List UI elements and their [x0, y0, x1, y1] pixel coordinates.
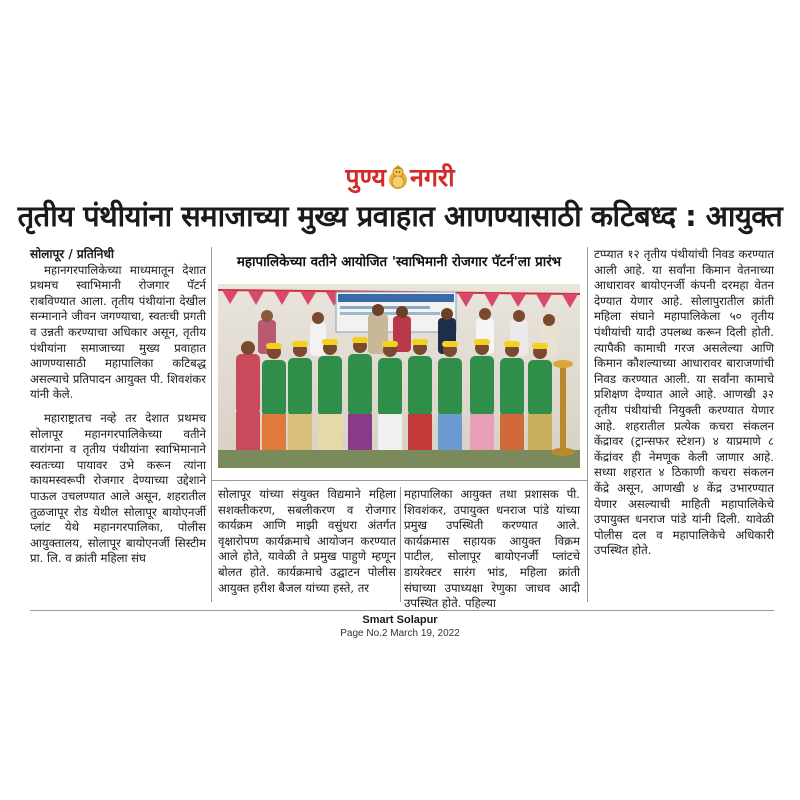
article-paragraph: महानगरपालिकेच्या माध्यमातून देशात प्रथमच स्वाभिमानी रोजगार पॅटर्न राबविण्यात आला. तृतीय पंथीयांना देखील सन्मानाने जीवन जगण्याचा, स्वतःची प्रगती व उन्नती करण्याचा अधिकार असून, तृतीय पंथीयांना समाजाच्या मुख्य प्रवाहात आणण्यासाठी महापालिका कटिबद्ध असल्याचे प्रतिपादन आयुक्त पी. शिवशंकर यांनी केले.	[30, 262, 206, 402]
article-column-3	[404, 487, 580, 612]
dateline: सोलापूर / प्रतिनिधी	[30, 247, 114, 261]
column-divider	[587, 247, 588, 602]
deity-logo-icon	[387, 164, 409, 190]
subheadline: महापालिकेच्या वतीने आयोजित 'स्वाभिमानी रोजगार पॅटर्न'ला प्रारंभ	[236, 255, 562, 270]
article-paragraph: टप्प्यात १२ तृतीय पंथीयांची निवड करण्यात आली आहे. या सर्वांना किमान वेतनाच्या आधारावर बायोएनर्जी कंपनी दरमहा वेतन देण्यात येणार आहे. सोलापुरातील क्रांती महिला संघाने महापालिकेला ५० तृतीय पंथीयांची यादी उपलब्ध करून दिली होती. त्यापैकी कामाची गरज असलेल्या आणि किमान कौशल्याच्या आधारावर बाराजणांची निवड करण्यात आली. या सर्वांना कामाचे प्रशिक्षण देण्यात आले आहे. आणखी ३२ तृतीय पंथीयांची नियुक्ती करण्यात येणार आहे. शहरातील प्रत्येक कचरा संकलन केंद्रावर (ट्रान्सफर स्टेशन) ४ याप्रमाणे ८ केंद्रांवर ही नेमणूक केली जाणार आहे. सध्या शहरात ४ ठिकाणी कचरा संकलन केंद्रे असून, आणखी ४ केंद्र उभारण्यात येणार असल्याची माहिती महापालिकेचे उपायुक्त धनराज पांडे यांनी दिली. यावेळी पोलीस दल व महापालिकेचे अधिकारी उपस्थित होते.	[594, 247, 774, 558]
event-photo-illustration	[218, 284, 580, 468]
column-divider	[211, 247, 212, 602]
column-divider	[400, 487, 401, 602]
article-column-4	[594, 247, 774, 559]
article-column-1	[30, 247, 206, 567]
masthead-text-left: पुण्य	[345, 163, 386, 192]
article-column-2	[218, 487, 396, 596]
footer-title: Smart Solapur	[362, 614, 438, 626]
event-photo	[218, 284, 580, 468]
article-paragraph: महाराष्ट्रातच नव्हे तर देशात प्रथमच सोलापूर महानगरपालिकेच्या वतीने वारांगना व तृतीय पंथीयांना स्वाभिमानाने स्वतःच्या पायावर उभे करून त्यांना कायमस्वरूपी रोजगार देण्याच्या उद्देशाने पाऊल उचलण्यात आले असून, शहरातील तुळजापूर रोड येथील सोलापूर बायोएनर्जी प्लांट येथे महानगरपालिका, पोलीस आयुक्तालय, सोलापूर बायोएनर्जी सिस्टीम प्रा. लि. व क्रांती महिला संघ	[30, 410, 206, 566]
masthead-text-right: नगरी	[409, 163, 455, 192]
photo-bottom-rule	[211, 480, 587, 481]
headline: तृतीय पंथीयांना समाजाच्या मुख्य प्रवाहात आणण्यासाठी कटिबध्द : आयुक्त	[17, 199, 783, 233]
article-paragraph: सोलापूर यांच्या संयुक्त विद्यमाने महिला सशक्तीकरण, सबलीकरण व रोजगार कार्यक्रम आणि माझी वसुंधरा अंतर्गत वृक्षारोपण कार्यक्रमाचे आयोजन करण्यात आले होते, यावेळी ते प्रमुख पाहुणे म्हणून बोलत होते. कार्यक्रमाचे उद्घाटन पोलीस आयुक्त हरीश बैजल यांच्या हस्ते, तर	[218, 487, 396, 595]
article-paragraph: महापालिका आयुक्त तथा प्रशासक पी. शिवशंकर, उपायुक्त धनराज पांडे यांच्या प्रमुख उपस्थिती करण्यात आले. कार्यक्रमास सहायक आयुक्त विक्रम पाटील, सोलापूर बायोएनर्जी प्लांटचे डायरेक्टर सारंग भांड, महिला क्रांती संघाच्या उपाध्यक्षा रेणुका जाधव आदी उपस्थित होते. पहिल्या	[404, 487, 580, 611]
footer-divider	[30, 610, 774, 611]
footer-subtitle: Page No.2 March 19, 2022	[340, 628, 460, 639]
masthead	[0, 160, 800, 194]
